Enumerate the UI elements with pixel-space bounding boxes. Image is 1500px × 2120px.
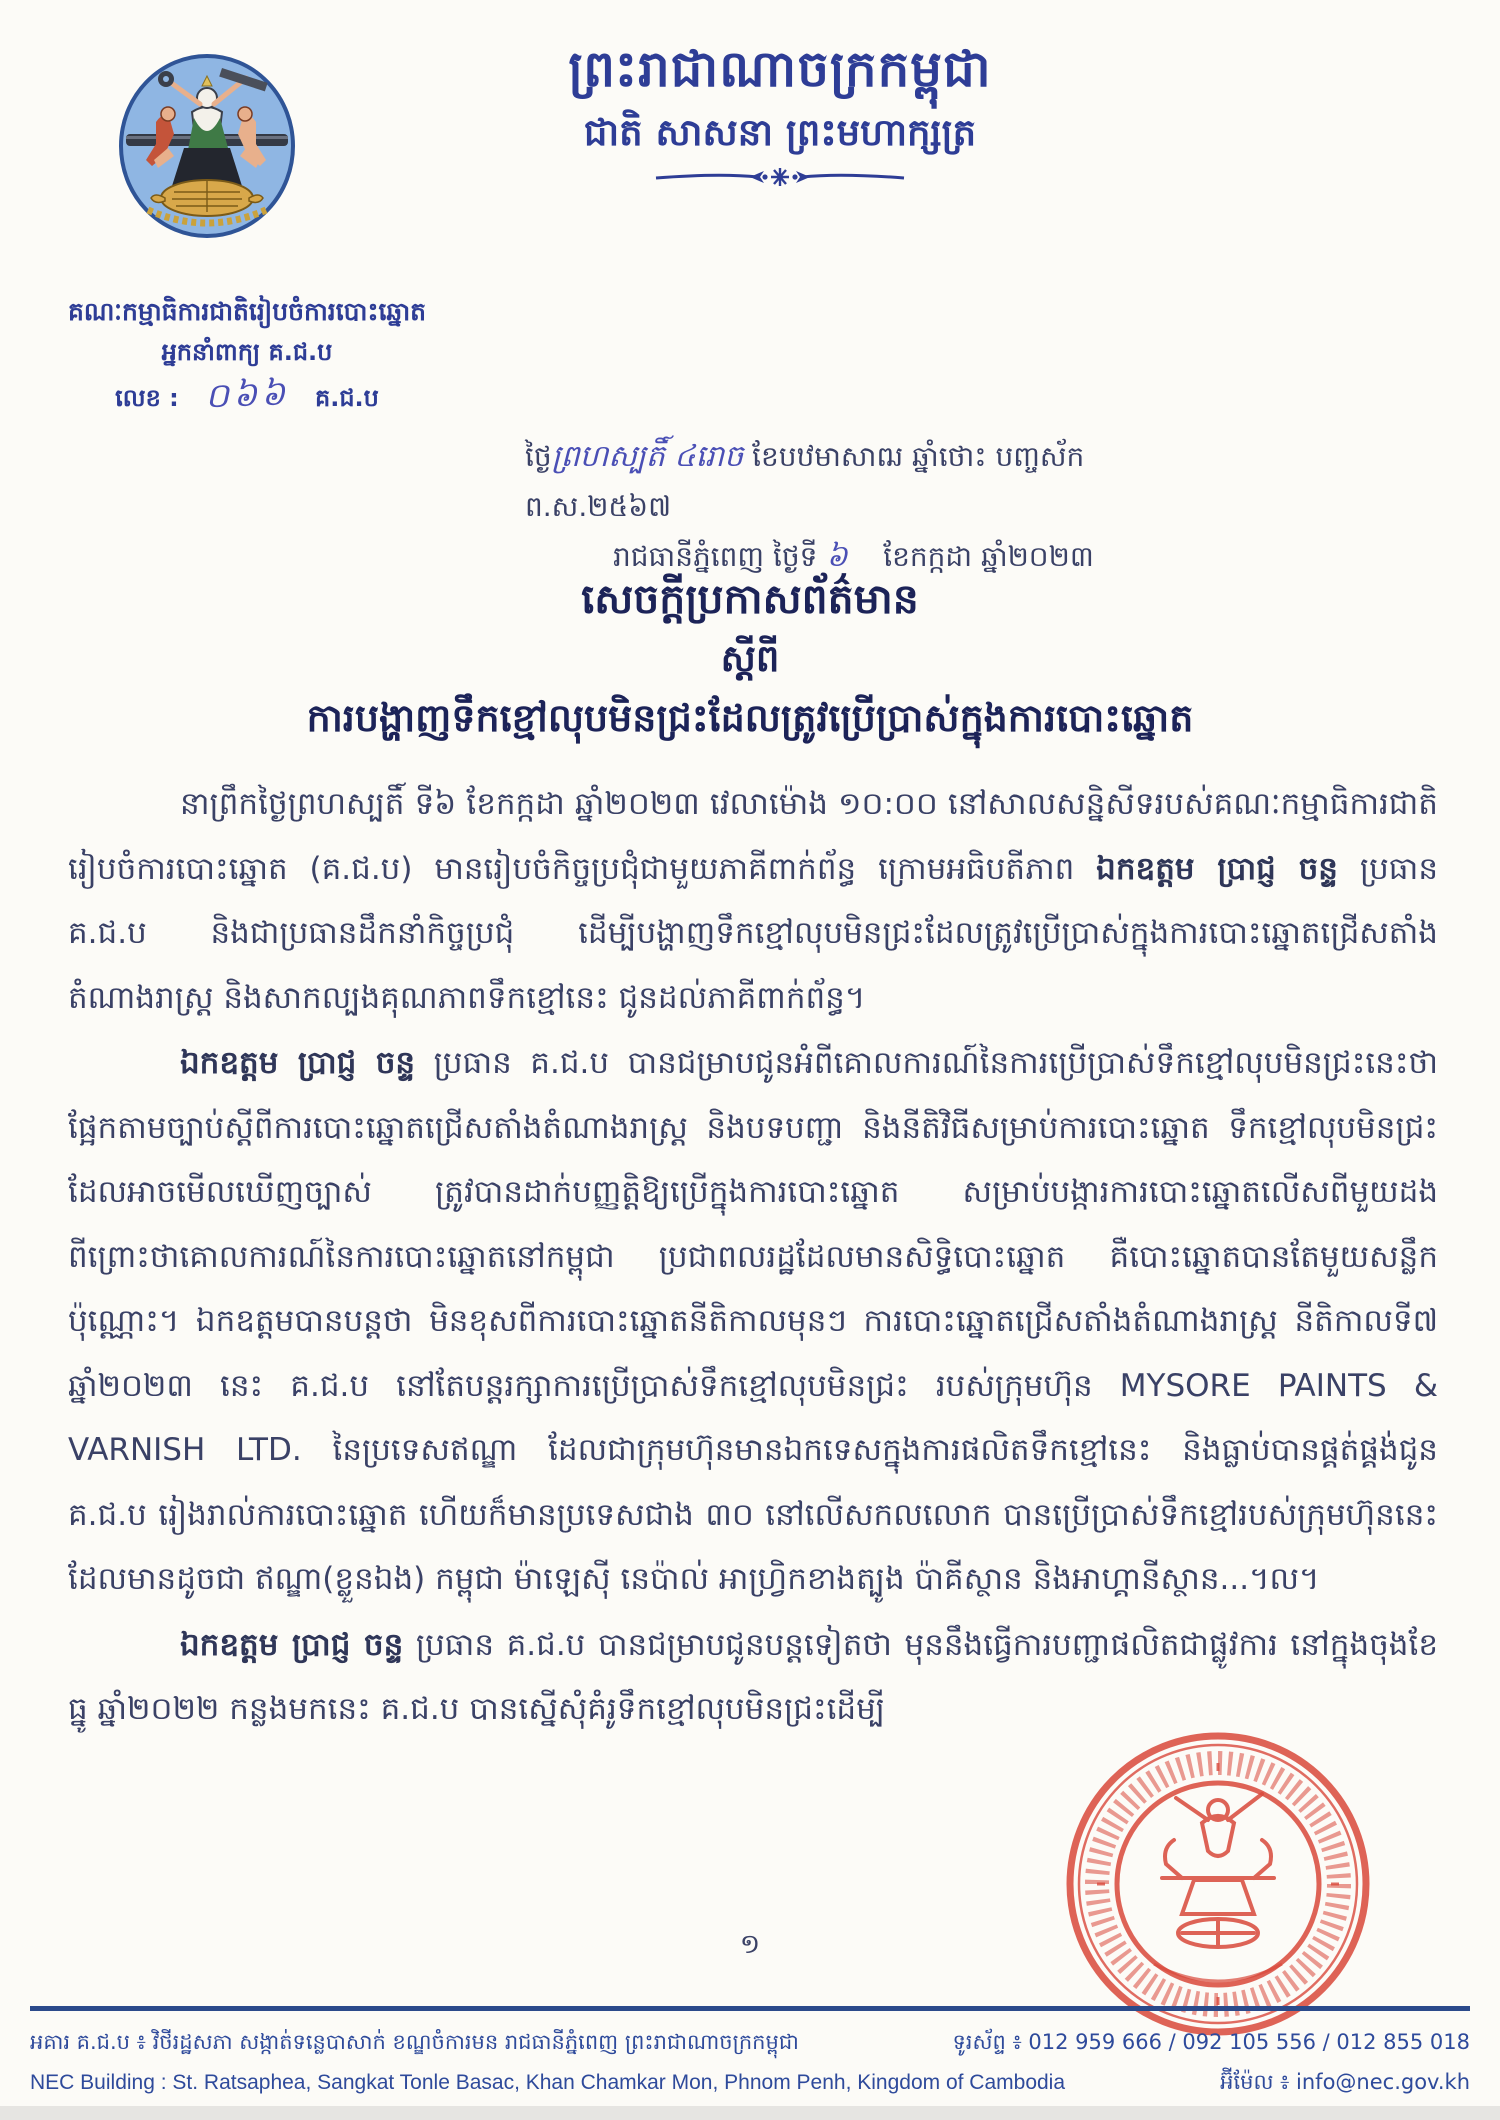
place-and-day-prefix: រាជធានីភ្នំពេញ ថ្ងៃទី: [613, 540, 818, 573]
paragraph-text: ប្រធាន គ.ជ.ប និងជាប្រធានដឹកនាំកិច្ចប្រជុំ ដើម្បីបង្ហាញទឹកខ្មៅលុបមិនជ្រះដែលត្រូវប្រើប្រាស់ក្នុងការបោះឆ្នោតជ្រើសតាំងតំណាងរាស្ត្រ និងសាកល្បងគុណភាពទឹកខ្មៅនេះ ជូនដល់ភាគីពាក់ព័ន្ធ។: [68, 850, 1438, 1016]
body-paragraph: [68, 772, 1438, 1030]
organization-subtitle: អ្នកនាំពាក្យ គ.ជ.ប: [161, 338, 333, 366]
nec-emblem-icon: [118, 52, 296, 240]
title-line-press-release: សេចក្តីប្រកាសព័ត៌មាន: [581, 575, 919, 623]
document-title: [0, 568, 1500, 748]
footer-address-english: NEC Building : St. Ratsaphea, Sangkat Tonle Basac, Khan Chamkar Mon, Phnom Penh, Kingdom of Cambodia: [30, 2071, 1066, 2094]
red-seal-stamp-icon: [1062, 1728, 1374, 2040]
title-line-regarding: ស្តីពី: [720, 637, 780, 680]
paragraph-text: ប្រធាន គ.ជ.ប បានជម្រាបជូនអំពីគោលការណ៍នៃការប្រើប្រាស់ទឹកខ្មៅលុបមិនជ្រះនេះថា ផ្អែកតាមច្បាប់ស្តីពីការបោះឆ្នោតជ្រើសតាំងតំណាងរាស្ត្រ និងបទបញ្ជា និងនីតិវិធីសម្រាប់ការបោះឆ្នោត ទឹកខ្មៅលុបមិនជ្រះដែលអាចមើលឃើញច្បាស់ ត្រូវបានដាក់បញ្ញត្តិឱ្យប្រើក្នុងការបោះឆ្នោត សម្រាប់បង្ការការបោះឆ្នោតលើសពីមួយដង ពីព្រោះថាគោលការណ៍នៃការបោះឆ្នោតនៅកម្ពុជា ប្រជាពលរដ្ឋដែលមានសិទ្ធិបោះឆ្នោត គឺបោះឆ្នោតបានតែមួយសន្លឹកប៉ុណ្ណោះ។ ឯកឧត្តមបានបន្តថា មិនខុសពីការបោះឆ្នោតនីតិកាលមុនៗ ការបោះឆ្នោតជ្រើសតាំងតំណាងរាស្ត្រ នីតិកាលទី៧ ឆ្នាំ២០២៣ នេះ គ.ជ.ប នៅតែបន្តរក្សាការប្រើប្រាស់ទឹកខ្មៅលុបមិនជ្រះ របស់ក្រុមហ៊ុន MYSORE PAINTS & VARNISH LTD. នៃប្រទេសឥណ្ឌា ដែលជាក្រុមហ៊ុនមានឯកទេសក្នុងការផលិតទឹកខ្មៅនេះ និងធ្លាប់បានផ្គត់ផ្គង់ជូន គ.ជ.ប រៀងរាល់ការបោះឆ្នោត ហើយក៏មានប្រទេសជាង ៣០ នៅលើសកលលោក បានប្រើប្រាស់ទឹកខ្មៅរបស់ក្រុមហ៊ុននេះ ដែលមានដូចជា ឥណ្ឌា(ខ្លួនឯង) កម្ពុជា ម៉ាឡេស៊ី នេប៉ាល់ អាហ្វ្រិកខាងត្បូង ប៉ាគីស្ថាន និងអាហ្គានីស្ថាន...។ល។: [68, 1045, 1438, 1597]
number-handwritten-value: ០៦៦: [204, 373, 290, 417]
honorific-name-bold: ឯកឧត្តម ប្រាជ្ញ ចន្ទ: [1096, 850, 1338, 887]
page-number: ១: [739, 1929, 761, 1960]
title-line-subject: ការបង្ហាញទឹកខ្មៅលុបមិនជ្រះដែលត្រូវប្រើប្រាស់ក្នុងការបោះឆ្នោត: [306, 696, 1194, 740]
lunar-date-line: [525, 432, 1165, 532]
scan-edge: [0, 2106, 1500, 2120]
letterhead: [22, 292, 472, 421]
number-suffix: គ.ជ.ប: [314, 384, 379, 412]
month-year-printed: ខែកក្កដា ឆ្នាំ២០២៣: [883, 540, 1094, 573]
divider-ornament-icon: [420, 164, 1140, 194]
date-handwritten: ព្រហស្បតិ៍ ៤រោច: [551, 439, 744, 474]
number-label: លេខ :: [115, 384, 179, 412]
day-handwritten: ៦: [826, 539, 848, 574]
honorific-name-bold: ឯកឧត្តម ប្រាជ្ញ ចន្ទ: [180, 1626, 404, 1663]
paragraph-text: ប្រធាន គ.ជ.ប បានជម្រាបជូនបន្តទៀតថា មុននឹងធ្វើការបញ្ជាផលិតជាផ្លូវការ នៅក្នុងចុងខែធ្នូ ឆ្នាំ២០២២ កន្លងមកនេះ គ.ជ.ប បានស្នើសុំគំរូទឹកខ្មៅលុបមិនជ្រះដើម្បី: [68, 1626, 1438, 1727]
date-printed-prefix: ថ្ងៃ: [525, 440, 552, 473]
footer-phone: ទូរស័ព្ទ ៖ 012 959 666 / 092 105 556 / 012 855 018: [952, 2030, 1470, 2054]
footer-address-khmer: អគារ គ.ជ.ប ៖ វិថីរដ្ឋសភា សង្កាត់ទន្លេបាសាក់ ខណ្ឌចំការមន រាជធានីភ្នំពេញ ព្រះរាជាណាចក្រកម្ពុជា: [30, 2030, 799, 2054]
footer: [30, 2022, 1470, 2103]
footer-email: អ៊ីម៉ែល ៖ info@nec.gov.kh: [1220, 2070, 1470, 2094]
reference-number-line: [22, 372, 472, 421]
body-text: [68, 772, 1438, 1743]
dateline: [525, 432, 1165, 582]
body-paragraph: [68, 1031, 1438, 1612]
date-printed: ខែបឋមាសាឍ ឆ្នាំថោះ បញ្ចស័ក ព.ស.២៥៦៧: [525, 440, 1085, 523]
honorific-name-bold: ឯកឧត្តម ប្រាជ្ញ ចន្ទ: [180, 1045, 416, 1081]
header: [420, 38, 1140, 194]
paragraph-text: នាព្រឹកថ្ងៃព្រហស្បតិ៍ ទី៦ ខែកក្កដា ឆ្នាំ២០២៣ វេលាម៉ោង ១០:០០ នៅសាលសន្និសីទរបស់គណៈកម្មាធិការជាតិរៀបចំការបោះឆ្នោត (គ.ជ.ប) មានរៀបចំកិច្ចប្រជុំជាមួយភាគីពាក់ព័ន្ធ ក្រោមអធិបតីភាព: [68, 786, 1438, 887]
body-paragraph: [68, 1613, 1438, 1742]
national-motto: ជាតិ សាសនា ព្រះមហាក្សត្រ: [583, 111, 977, 154]
footer-rule: [30, 2006, 1470, 2011]
organization-name: គណៈកម្មាធិការជាតិរៀបចំការបោះឆ្នោត: [67, 297, 427, 326]
kingdom-title: ព្រះរាជាណាចក្រកម្ពុជា: [568, 40, 992, 98]
